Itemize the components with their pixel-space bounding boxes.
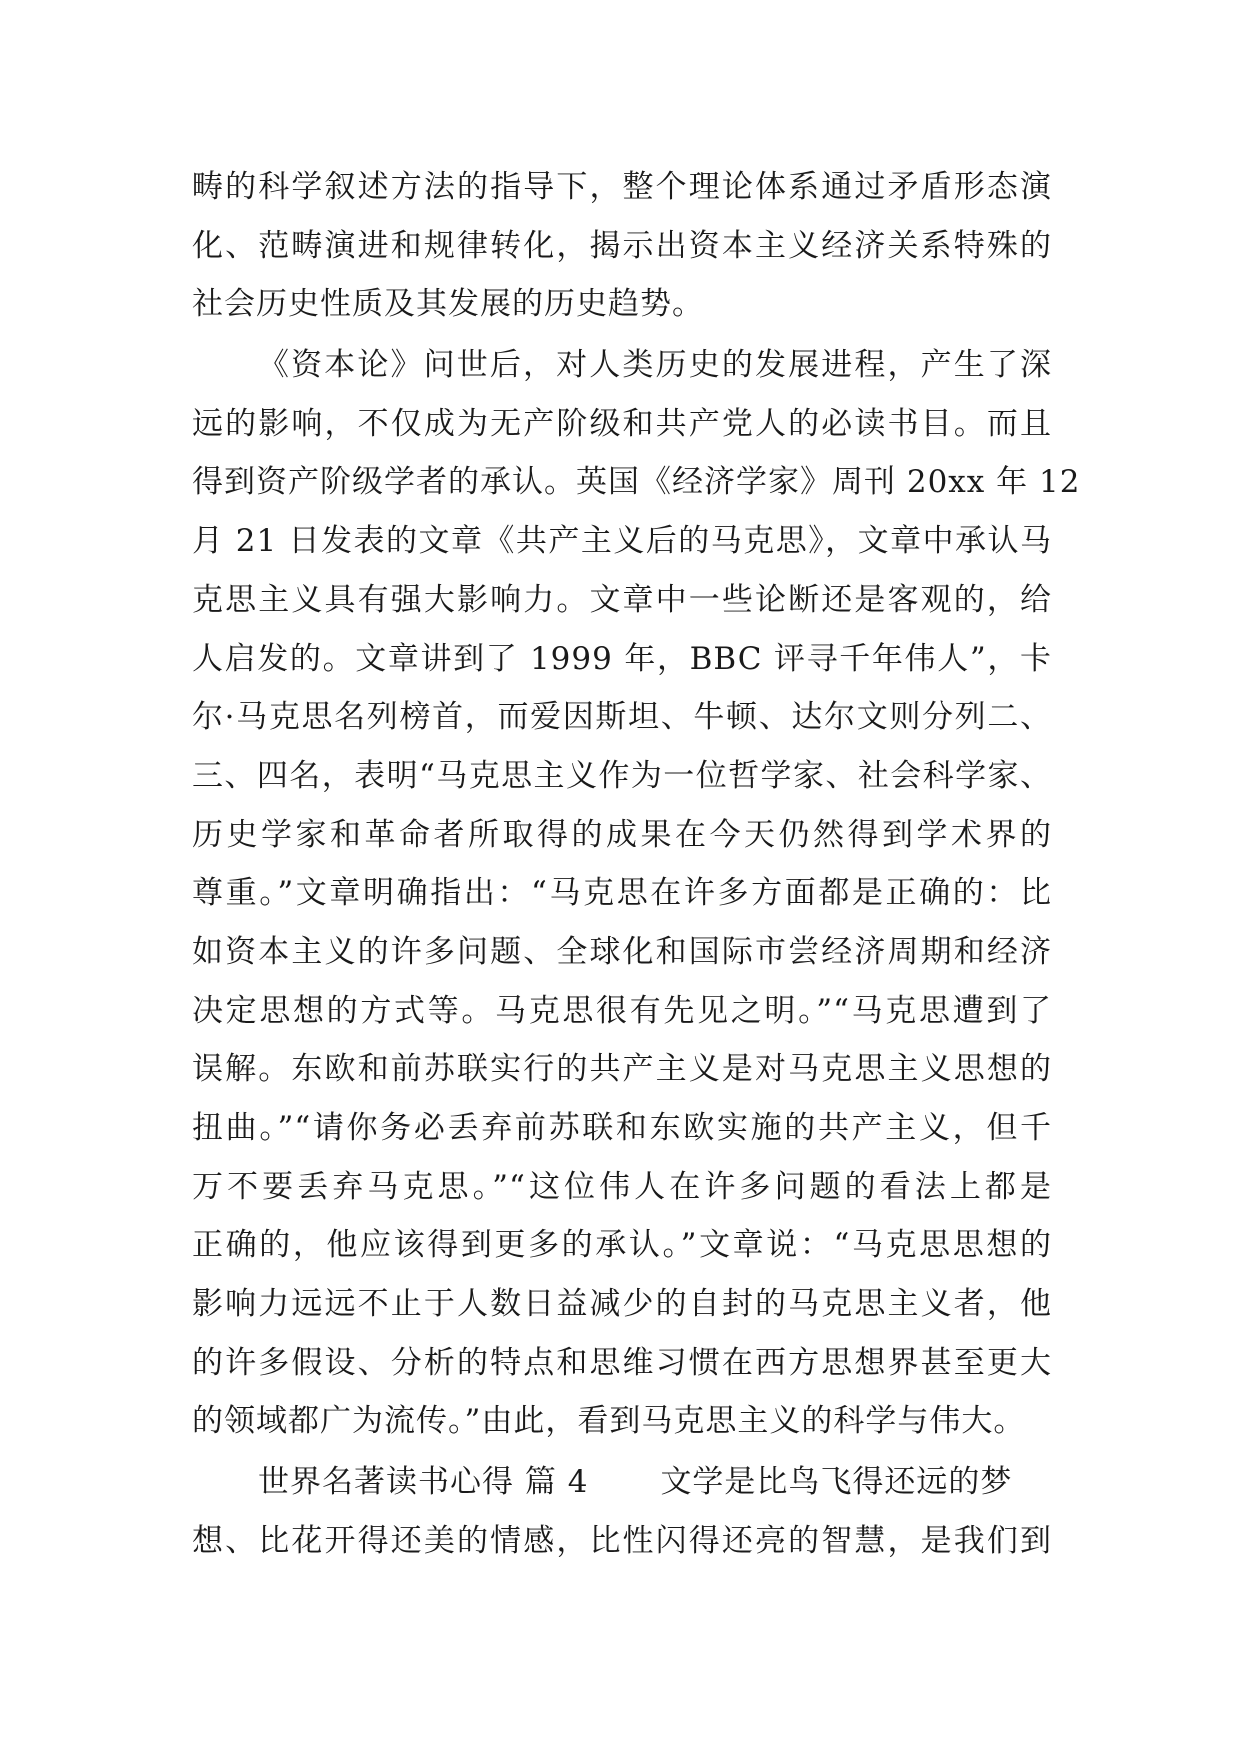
text-line: 远的影响，不仅成为无产阶级和共产党人的必读书目。而且 (192, 405, 1052, 442)
text-line: 月 21 日发表的文章《共产主义后的马克思》，文章中承认马 (192, 523, 1052, 560)
text-line: 决定思想的方式等。马克思很有先见之明。”“马克思遭到了 (192, 992, 1052, 1029)
text-line: 的领域都广为流传。”由此，看到马克思主义的科学与伟大。 (192, 1403, 1026, 1440)
text-line: 误解。东欧和前苏联实行的共产主义是对马克思主义思想的 (192, 1051, 1052, 1088)
paragraph-3 (192, 1453, 1052, 1570)
document-body (192, 158, 1081, 1571)
text-line: 扭曲。”“请你务必丢弃前苏联和东欧实施的共产主义，但千 (192, 1110, 1052, 1146)
text-line: 想、比花开得还美的情感，比性闪得还亮的智慧，是我们到 (192, 1522, 1052, 1559)
text-line: 社会历史性质及其发展的历史趋势。 (192, 286, 704, 323)
text-line: 《资本论》问世后，对人类历史的发展进程，产生了深 (258, 347, 1052, 384)
text-line: 畴的科学叙述方法的指导下，整个理论体系通过矛盾形态演 (192, 169, 1052, 205)
section-heading: 世界名著读书心得 篇 4 (258, 1464, 589, 1501)
paragraph-2 (192, 336, 1081, 1451)
text-line: 三、四名，表明“马克思主义作为一位哲学家、社会科学家、 (192, 757, 1052, 794)
text-line: 人启发的。文章讲到了 1999 年，BBC 评寻千年伟人”，卡 (192, 640, 1052, 677)
text-line: 历史学家和革命者所取得的成果在今天仍然得到学术界的 (192, 816, 1052, 853)
text-line: 克思主义具有强大影响力。文章中一些论断还是客观的，给 (192, 581, 1052, 618)
text-line: 尔·马克思名列榜首，而爱因斯坦、牛顿、达尔文则分列二、 (192, 699, 1052, 736)
text-line: 如资本主义的许多问题、全球化和国际市尝经济周期和经济 (192, 933, 1052, 970)
text-line: 的许多假设、分析的特点和思维习惯在西方思想界甚至更大 (192, 1344, 1052, 1381)
paragraph-1 (192, 158, 1052, 334)
section-heading-line (192, 1453, 1052, 1512)
text-line: 化、范畴演进和规律转化，揭示出资本主义经济关系特殊的 (192, 227, 1052, 264)
text-line: 正确的，他应该得到更多的承认。”文章说：“马克思思想的 (192, 1227, 1052, 1264)
text-line: 尊重。”文章明确指出：“马克思在许多方面都是正确的：比 (192, 875, 1052, 912)
text-line: 万不要丢弃马克思。”“这位伟人在许多问题的看法上都是 (192, 1168, 1052, 1205)
text-line: 得到资产阶级学者的承认。英国《经济学家》周刊 20xx 年 12 (192, 464, 1081, 501)
text-line: 影响力远远不止于人数日益减少的自封的马克思主义者，他 (192, 1286, 1052, 1323)
text-fragment: 文学是比鸟飞得还远的梦 (660, 1464, 1013, 1501)
